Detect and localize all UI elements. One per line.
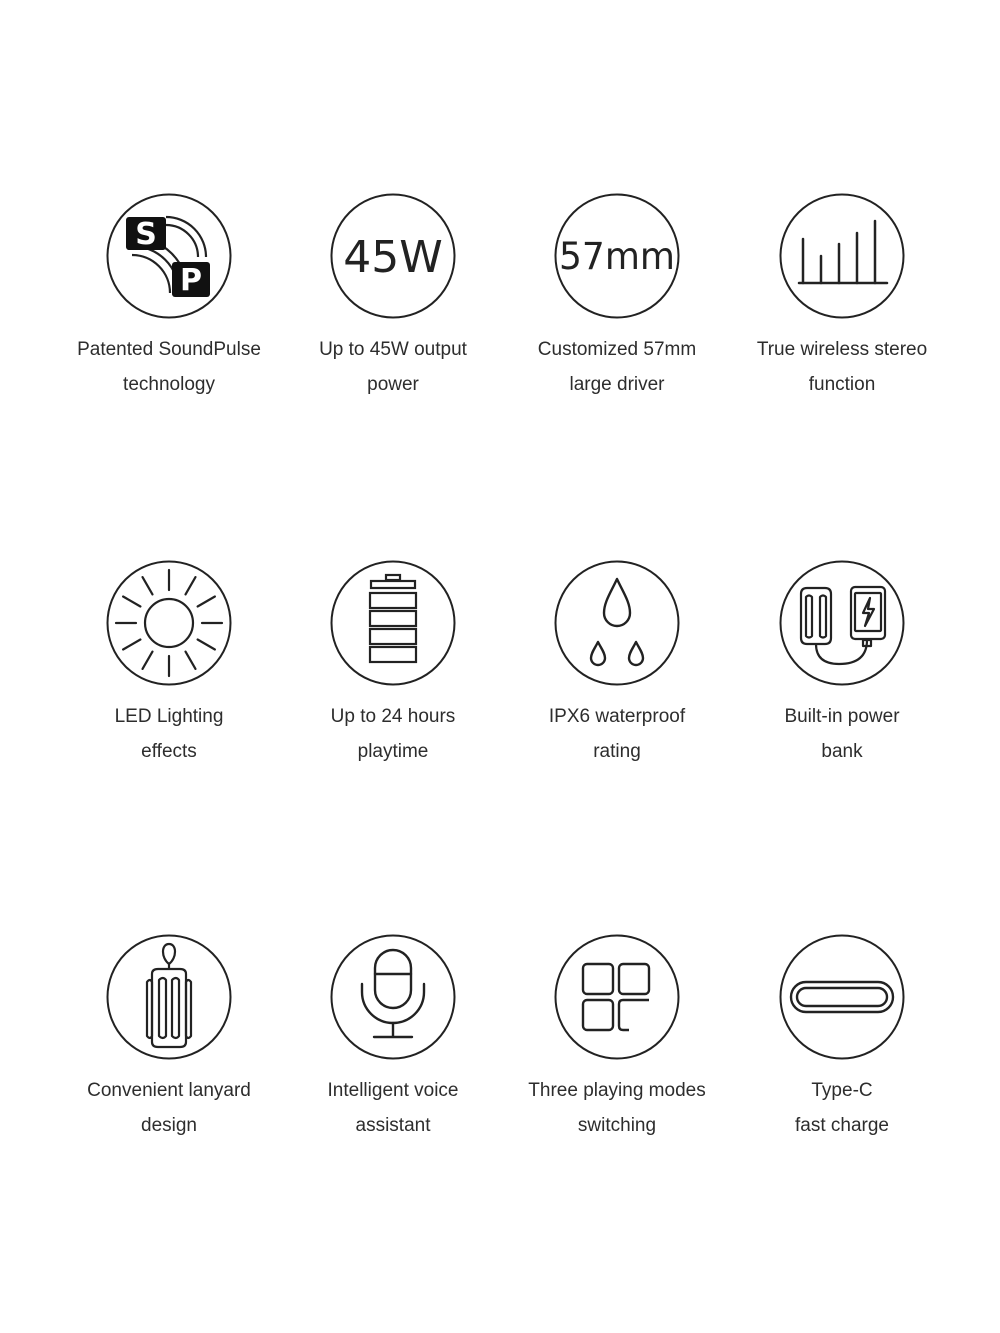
battery-icon [330, 560, 456, 686]
caption-line: Up to 45W output [319, 339, 467, 360]
caption-line: LED Lighting [114, 706, 224, 727]
caption-line: design [141, 1115, 197, 1136]
caption-line: Customized 57mm [537, 339, 697, 360]
feature-caption [727, 1073, 957, 1143]
caption-line: effects [141, 741, 197, 762]
caption-line: Built-in power [784, 706, 900, 727]
caption-line: rating [593, 741, 641, 762]
soundpulse-logo-icon [106, 193, 232, 319]
water-drops-icon [554, 560, 680, 686]
caption-line: function [808, 374, 876, 395]
feature-caption [502, 1073, 732, 1143]
caption-line: fast charge [795, 1115, 889, 1136]
feature-caption [54, 699, 284, 769]
feature-caption [727, 332, 957, 402]
caption-line: Type-C [811, 1080, 873, 1101]
feature-caption [278, 332, 508, 402]
badge-p: P [180, 263, 202, 298]
driver-badge: 57mm [559, 235, 675, 278]
caption-line: Convenient lanyard [87, 1080, 251, 1101]
feature-caption [502, 332, 732, 402]
feature-caption [727, 699, 957, 769]
output-power-icon [330, 193, 456, 319]
caption-line: Three playing modes [528, 1080, 706, 1101]
caption-line: IPX6 waterproof [548, 706, 686, 727]
lanyard-speaker-icon [106, 934, 232, 1060]
usb-type-c-icon [779, 934, 905, 1060]
feature-caption [502, 699, 732, 769]
caption-line: large driver [569, 374, 665, 395]
play-modes-grid-icon [554, 934, 680, 1060]
caption-line: switching [577, 1115, 657, 1136]
caption-line: Up to 24 hours [330, 706, 456, 727]
power-bank-icon [779, 560, 905, 686]
caption-line: bank [821, 741, 863, 762]
feature-caption [54, 1073, 284, 1143]
caption-line: Patented SoundPulse [77, 339, 261, 360]
driver-size-icon [554, 193, 680, 319]
sun-icon [106, 560, 232, 686]
feature-caption [54, 332, 284, 402]
badge-s: S [135, 217, 157, 252]
caption-line: playtime [357, 741, 429, 762]
power-badge: 45W [343, 232, 443, 283]
microphone-icon [330, 934, 456, 1060]
caption-line: technology [123, 374, 215, 395]
caption-line: power [367, 374, 419, 395]
stereo-bars-icon [779, 193, 905, 319]
feature-caption [278, 699, 508, 769]
caption-line: Intelligent voice [327, 1080, 459, 1101]
caption-line: True wireless stereo [756, 339, 928, 360]
feature-caption [278, 1073, 508, 1143]
caption-line: assistant [355, 1115, 431, 1136]
